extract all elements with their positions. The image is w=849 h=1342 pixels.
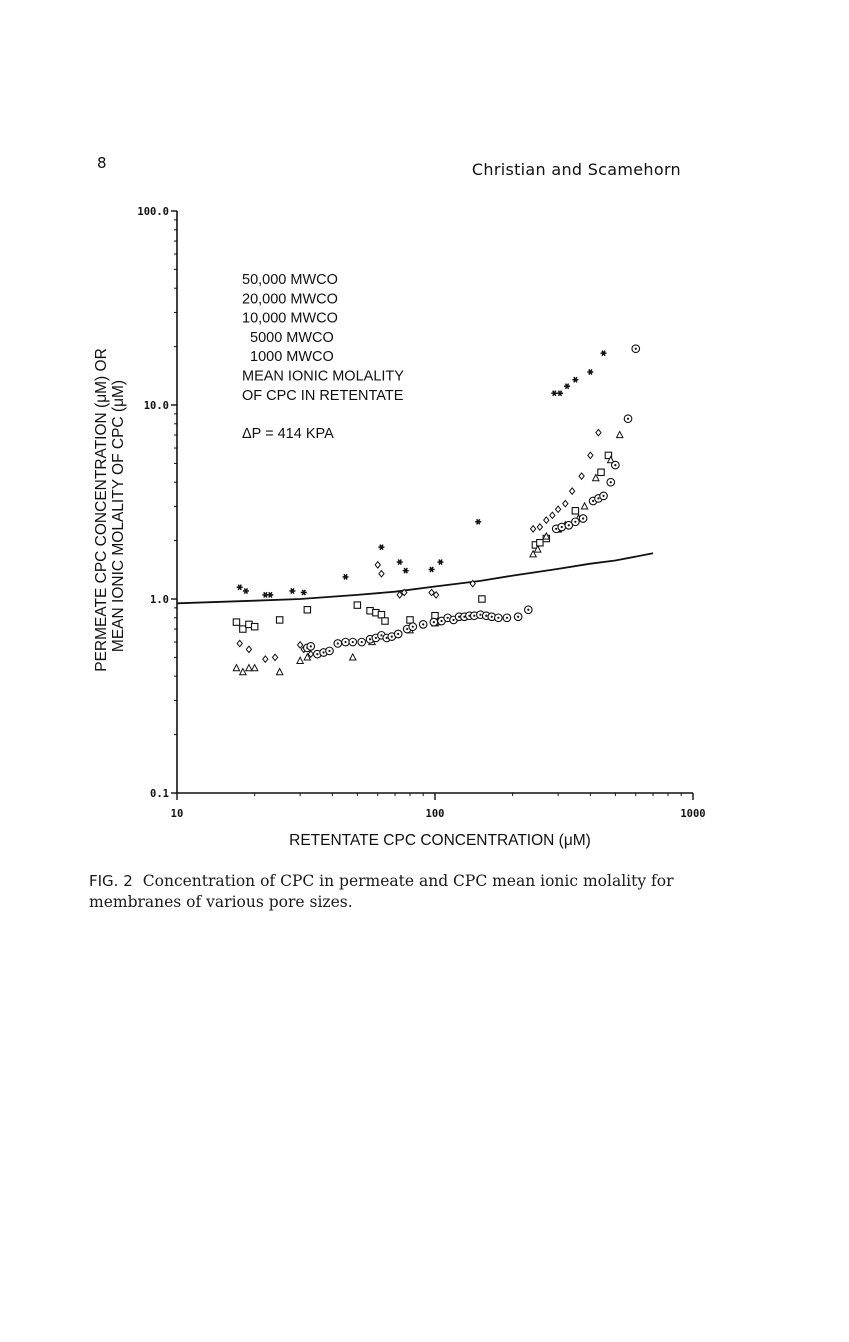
circle-center-dot bbox=[473, 615, 475, 617]
triangle-mark bbox=[617, 431, 623, 437]
diamond-mark bbox=[563, 500, 568, 506]
circle-center-dot bbox=[610, 481, 612, 483]
data-point-circle-dot bbox=[307, 643, 315, 651]
data-point-asterisk bbox=[243, 588, 249, 593]
triangle-mark bbox=[350, 654, 356, 660]
square-mark bbox=[354, 602, 360, 608]
data-point-asterisk bbox=[587, 369, 593, 374]
square-mark bbox=[240, 626, 246, 632]
circle-center-dot bbox=[485, 615, 487, 617]
data-point-square bbox=[251, 623, 257, 629]
square-mark bbox=[479, 596, 485, 602]
data-point-square bbox=[382, 618, 388, 624]
data-point-triangle bbox=[251, 665, 257, 671]
diamond-mark bbox=[550, 512, 555, 518]
data-point-diamond bbox=[570, 488, 575, 494]
data-point-circle-dot bbox=[409, 623, 417, 631]
data-point-asterisk bbox=[403, 568, 409, 573]
circle-center-dot bbox=[380, 634, 382, 636]
data-point-diamond bbox=[375, 562, 380, 568]
circle-center-dot bbox=[497, 617, 499, 619]
data-point-asterisk bbox=[343, 574, 349, 579]
circle-center-dot bbox=[592, 500, 594, 502]
triangle-mark bbox=[240, 668, 246, 674]
circle-center-dot bbox=[479, 614, 481, 616]
chart-legend bbox=[242, 272, 404, 442]
x-axis-title: RETENTATE CPC CONCENTRATION (μM) bbox=[289, 832, 591, 849]
data-point-circle-dot bbox=[349, 638, 357, 646]
data-point-asterisk bbox=[601, 351, 607, 356]
circle-center-dot bbox=[440, 620, 442, 622]
data-point-circle-dot bbox=[514, 613, 522, 621]
data-point-diamond bbox=[263, 656, 268, 662]
circle-center-dot bbox=[574, 521, 576, 523]
triangle-mark bbox=[233, 665, 239, 671]
data-point-circle-dot bbox=[342, 638, 350, 646]
data-point-diamond bbox=[550, 512, 555, 518]
diamond-mark bbox=[555, 506, 560, 512]
circle-center-dot bbox=[375, 637, 377, 639]
data-point-square bbox=[598, 469, 604, 475]
data-point-circle-dot bbox=[600, 492, 608, 500]
mean-ionic-molality-curve bbox=[177, 553, 653, 603]
data-point-square bbox=[479, 596, 485, 602]
triangle-mark bbox=[251, 665, 257, 671]
circle-center-dot bbox=[352, 641, 354, 643]
square-mark bbox=[251, 623, 257, 629]
diamond-mark bbox=[570, 488, 575, 494]
data-point-triangle bbox=[240, 668, 246, 674]
data-point-square bbox=[240, 626, 246, 632]
circle-center-dot bbox=[582, 517, 584, 519]
diamond-mark bbox=[530, 526, 535, 532]
data-point-circle-dot bbox=[572, 518, 580, 526]
circle-center-dot bbox=[555, 528, 557, 530]
circle-center-dot bbox=[602, 495, 604, 497]
data-point-asterisk bbox=[289, 588, 295, 593]
running-head: Christian and Scamehorn bbox=[471, 160, 681, 179]
circle-center-dot bbox=[310, 645, 312, 647]
data-point-asterisk bbox=[557, 391, 563, 396]
y-tick-label: 1.0 bbox=[150, 594, 169, 606]
data-point-circle-dot bbox=[632, 345, 640, 353]
circle-center-dot bbox=[597, 497, 599, 499]
square-mark bbox=[572, 508, 578, 514]
data-point-asterisk bbox=[572, 377, 578, 382]
diamond-mark bbox=[237, 640, 242, 646]
legend-entry: OF CPC IN RETENTATE bbox=[242, 387, 404, 404]
data-point-circle-dot bbox=[503, 614, 511, 622]
data-point-circle-dot bbox=[394, 630, 402, 638]
data-point-diamond bbox=[537, 524, 542, 530]
square-mark bbox=[276, 617, 282, 623]
data-point-triangle bbox=[297, 657, 303, 663]
data-point-asterisk bbox=[301, 590, 307, 595]
data-point-triangle bbox=[350, 654, 356, 660]
data-point-triangle bbox=[581, 503, 587, 509]
circle-center-dot bbox=[517, 616, 519, 618]
y-axis-title-line2: MEAN IONIC MOLALITY OF CPC (μM) bbox=[110, 379, 127, 653]
data-point-square bbox=[354, 602, 360, 608]
data-point-square bbox=[378, 611, 384, 617]
diamond-mark bbox=[246, 646, 251, 652]
data-point-circle-dot bbox=[558, 523, 566, 531]
circle-center-dot bbox=[614, 464, 616, 466]
data-point-diamond bbox=[563, 500, 568, 506]
figure-label: FIG. 2 bbox=[89, 872, 133, 890]
data-point-circle-dot bbox=[430, 618, 438, 626]
diamond-mark bbox=[297, 642, 302, 648]
data-point-circle-dot bbox=[525, 606, 533, 614]
legend-entry: 5000 MWCO bbox=[250, 329, 334, 346]
y-tick-label: 0.1 bbox=[150, 788, 169, 800]
data-point-asterisk bbox=[237, 585, 243, 590]
circle-center-dot bbox=[328, 650, 330, 652]
circle-center-dot bbox=[447, 617, 449, 619]
data-point-diamond bbox=[297, 642, 302, 648]
triangle-mark bbox=[246, 665, 252, 671]
circle-center-dot bbox=[433, 621, 435, 623]
legend-entry: 1000 MWCO bbox=[250, 349, 334, 366]
diamond-mark bbox=[596, 429, 601, 435]
data-point-triangle bbox=[617, 431, 623, 437]
data-point-square bbox=[572, 508, 578, 514]
diamond-mark bbox=[579, 473, 584, 479]
circle-center-dot bbox=[412, 626, 414, 628]
data-point-diamond bbox=[555, 506, 560, 512]
diamond-mark bbox=[379, 571, 384, 577]
data-point-diamond bbox=[596, 429, 601, 435]
y-tick-label: 10.0 bbox=[143, 400, 169, 412]
circle-center-dot bbox=[397, 633, 399, 635]
data-point-circle-dot bbox=[612, 461, 620, 469]
data-point-square bbox=[233, 619, 239, 625]
diamond-mark bbox=[263, 656, 268, 662]
diamond-mark bbox=[544, 517, 549, 523]
diamond-mark bbox=[588, 452, 593, 458]
diamond-mark bbox=[537, 524, 542, 530]
circle-center-dot bbox=[452, 619, 454, 621]
y-tick-label: 100.0 bbox=[137, 206, 169, 218]
figure-caption bbox=[89, 871, 689, 913]
circle-center-dot bbox=[561, 526, 563, 528]
page-number: 8 bbox=[97, 154, 107, 172]
data-point-circle-dot bbox=[579, 515, 587, 523]
data-point-square bbox=[304, 607, 310, 613]
data-point-asterisk bbox=[437, 559, 443, 564]
data-point-asterisk bbox=[397, 559, 403, 564]
data-point-circle-dot bbox=[419, 621, 427, 629]
diamond-mark bbox=[375, 562, 380, 568]
data-point-diamond bbox=[379, 571, 384, 577]
circle-center-dot bbox=[369, 638, 371, 640]
triangle-mark bbox=[581, 503, 587, 509]
legend-entry: 50,000 MWCO bbox=[242, 272, 338, 288]
circle-center-dot bbox=[491, 616, 493, 618]
circle-center-dot bbox=[361, 641, 363, 643]
pressure-annotation: ΔP = 414 KPA bbox=[242, 426, 334, 442]
circle-center-dot bbox=[627, 418, 629, 420]
square-mark bbox=[382, 618, 388, 624]
square-mark bbox=[598, 469, 604, 475]
data-point-diamond bbox=[544, 517, 549, 523]
data-point-circle-dot bbox=[326, 647, 334, 655]
y-axis-title-line1: PERMEATE CPC CONCENTRATION (μM) OR bbox=[93, 348, 110, 672]
data-point-circle-dot bbox=[624, 415, 632, 423]
data-point-asterisk bbox=[429, 567, 435, 572]
data-point-triangle bbox=[276, 668, 282, 674]
data-point-diamond bbox=[246, 646, 251, 652]
triangle-mark bbox=[297, 657, 303, 663]
circle-center-dot bbox=[337, 642, 339, 644]
circle-center-dot bbox=[322, 651, 324, 653]
circle-center-dot bbox=[527, 609, 529, 611]
square-mark bbox=[378, 611, 384, 617]
data-point-triangle bbox=[246, 665, 252, 671]
triangle-mark bbox=[276, 668, 282, 674]
data-point-circle-dot bbox=[495, 614, 503, 622]
square-mark bbox=[407, 617, 413, 623]
data-point-triangle bbox=[233, 665, 239, 671]
data-point-diamond bbox=[588, 452, 593, 458]
data-point-diamond bbox=[237, 640, 242, 646]
x-tick-label: 1000 bbox=[680, 808, 706, 820]
data-point-circle-dot bbox=[334, 640, 342, 648]
curve-layer bbox=[177, 553, 653, 603]
square-mark bbox=[233, 619, 239, 625]
legend-entry: MEAN IONIC MOLALITY bbox=[242, 368, 404, 385]
circle-center-dot bbox=[316, 653, 318, 655]
circle-center-dot bbox=[568, 524, 570, 526]
data-point-diamond bbox=[530, 526, 535, 532]
data-point-circle-dot bbox=[607, 478, 615, 486]
data-point-asterisk bbox=[551, 391, 557, 396]
data-point-diamond bbox=[579, 473, 584, 479]
circle-center-dot bbox=[506, 617, 508, 619]
circle-center-dot bbox=[344, 641, 346, 643]
circle-center-dot bbox=[458, 616, 460, 618]
data-point-asterisk bbox=[267, 592, 273, 597]
x-tick-label: 100 bbox=[425, 808, 445, 820]
data-point-diamond bbox=[272, 654, 277, 660]
data-point-asterisk bbox=[378, 545, 384, 550]
circle-center-dot bbox=[635, 348, 637, 350]
caption-text: Concentration of CPC in permeate and CPC mean ionic molality for membranes of various pore sizes. bbox=[89, 872, 674, 911]
data-point-asterisk bbox=[564, 384, 570, 389]
data-point-square bbox=[276, 617, 282, 623]
axis-labels bbox=[93, 206, 706, 849]
x-tick-label: 10 bbox=[170, 808, 184, 820]
circle-center-dot bbox=[391, 636, 393, 638]
square-mark bbox=[304, 607, 310, 613]
legend-entry: 20,000 MWCO bbox=[242, 291, 338, 308]
data-point-asterisk bbox=[475, 519, 481, 524]
legend-entry: 10,000 MWCO bbox=[242, 310, 338, 327]
diamond-mark bbox=[272, 654, 277, 660]
data-point-square bbox=[407, 617, 413, 623]
circle-center-dot bbox=[406, 628, 408, 630]
data-point-circle-dot bbox=[358, 638, 366, 646]
circle-center-dot bbox=[422, 623, 424, 625]
